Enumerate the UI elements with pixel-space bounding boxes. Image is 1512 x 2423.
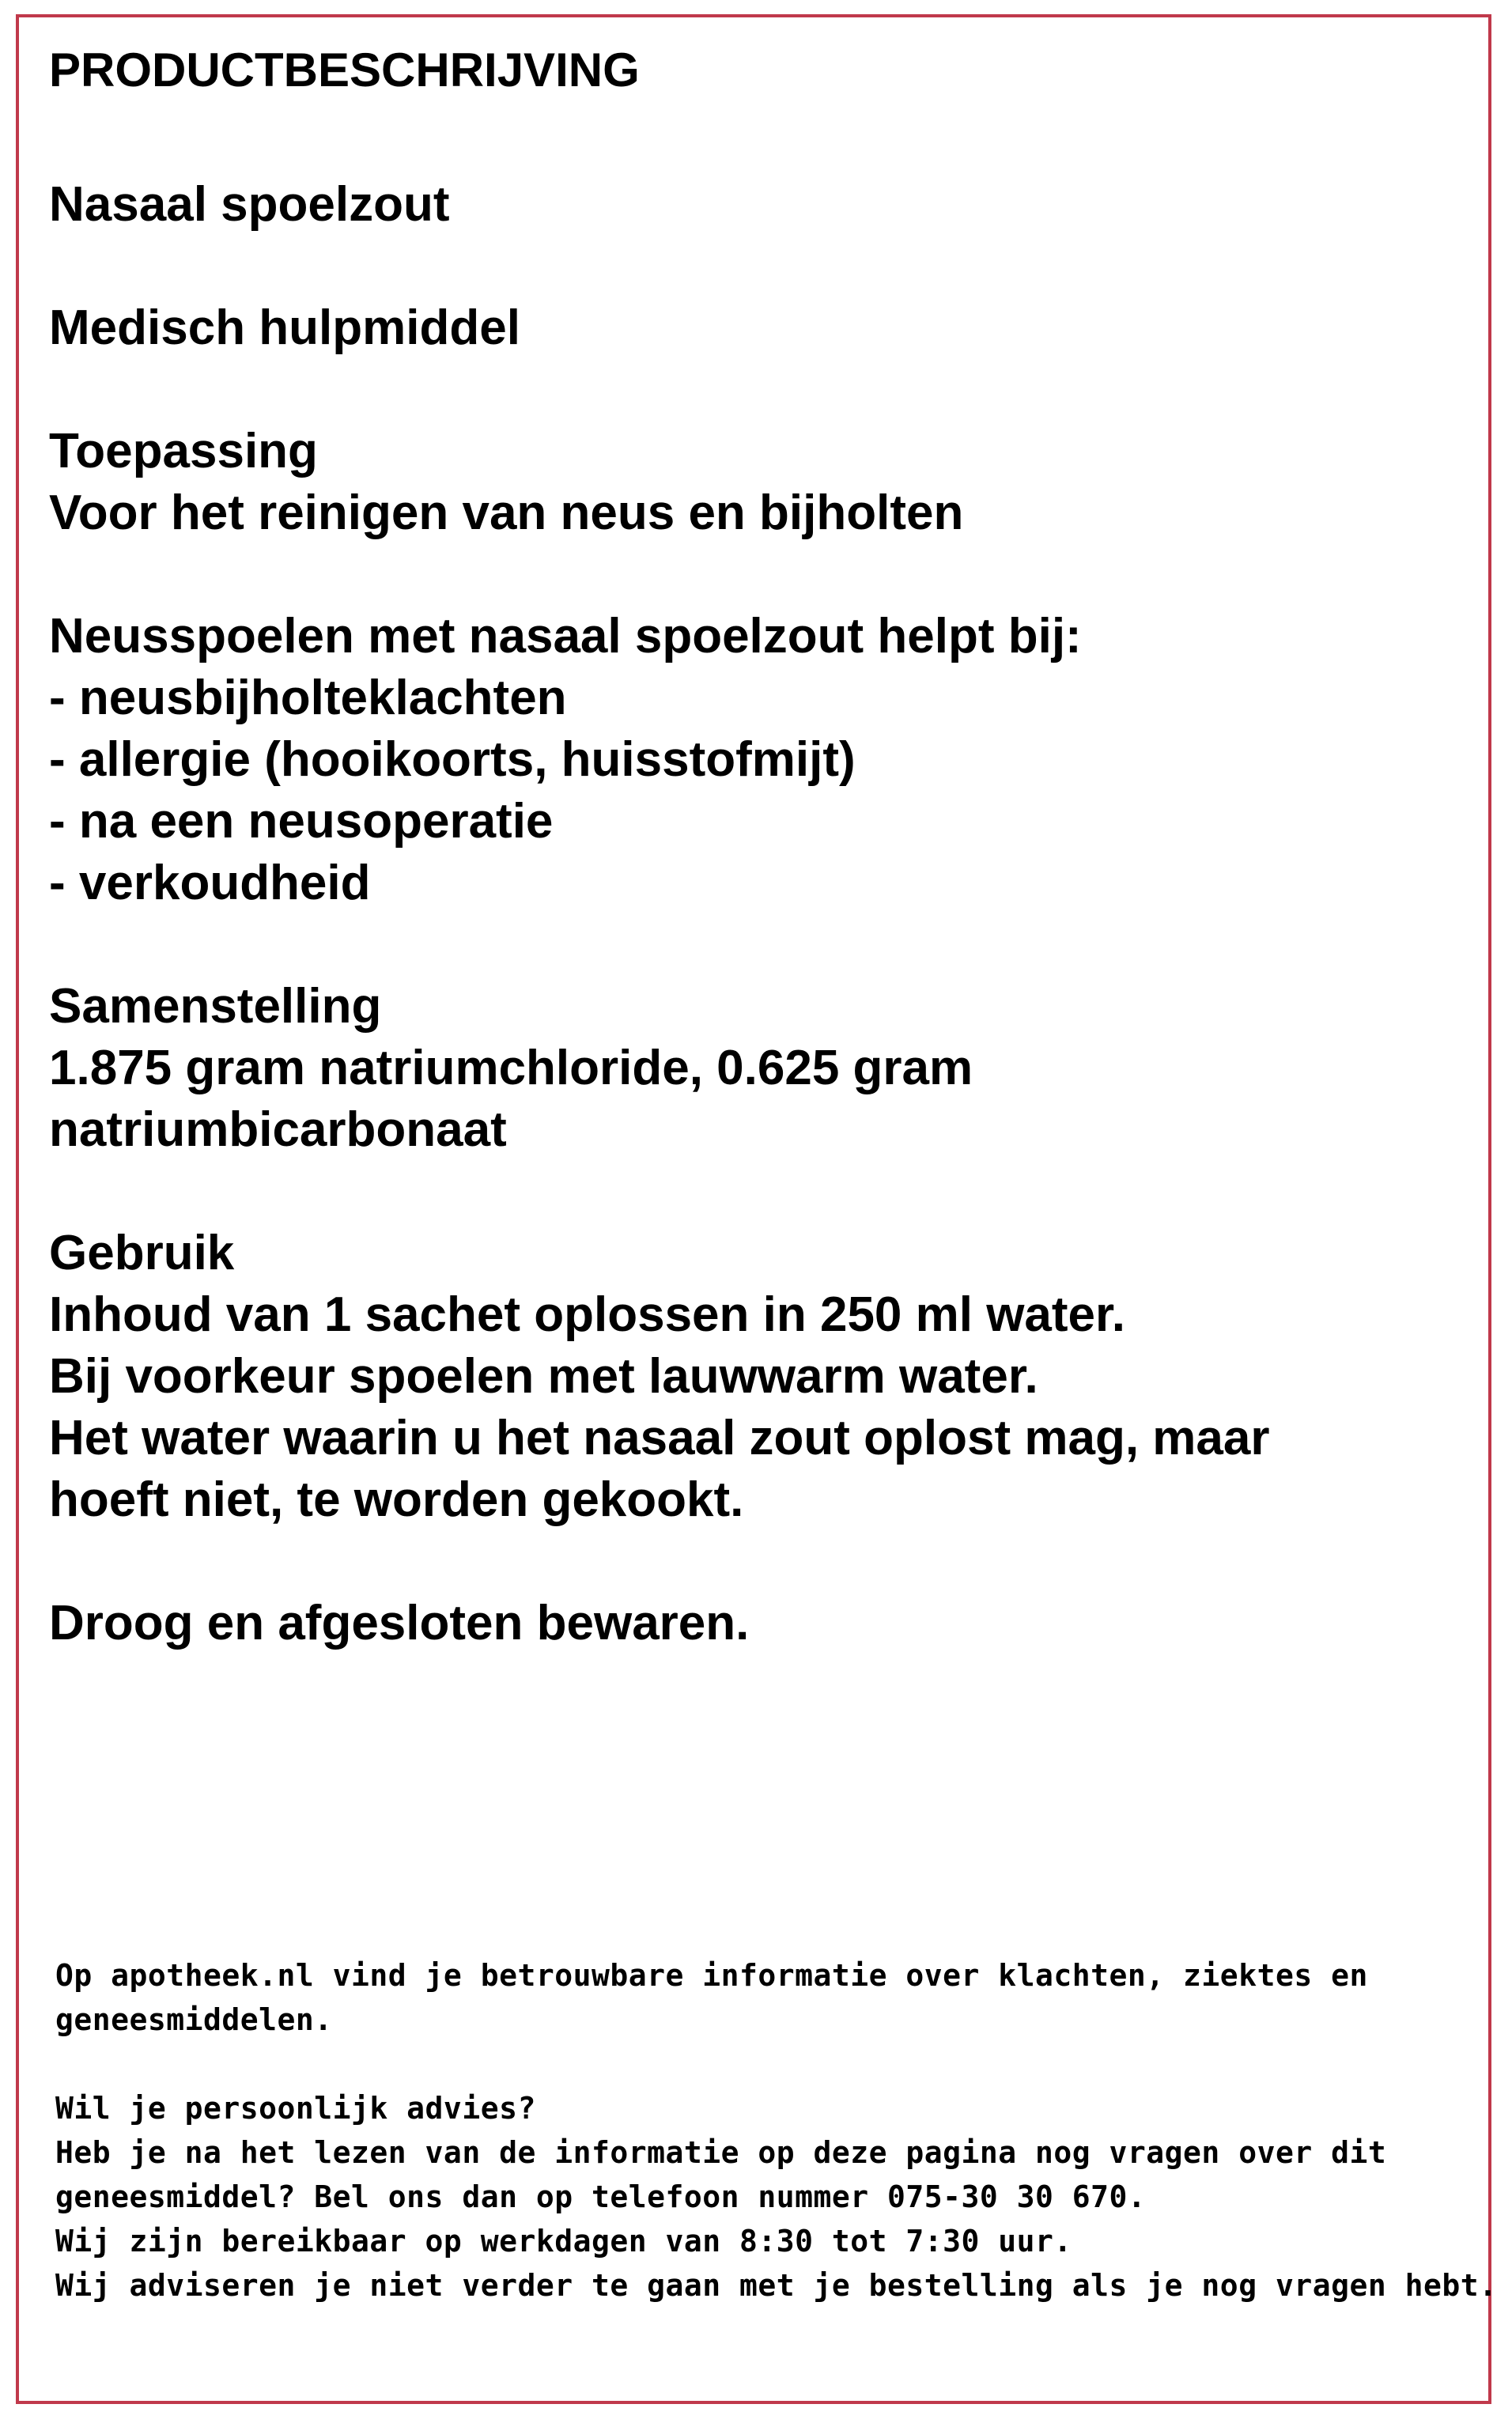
footer-info-line: geneesmiddelen.: [55, 2002, 333, 2037]
helps-item: - na een neusoperatie: [49, 794, 554, 849]
advice-line: geneesmiddel? Bel ons dan op telefoon nummer 075-30 30 670.: [55, 2179, 1147, 2214]
usage-line: hoeft niet, te worden gekookt.: [49, 1472, 744, 1527]
composition-heading: Samenstelling: [49, 979, 382, 1034]
advice-heading: Wil je persoonlijk advies?: [55, 2091, 536, 2126]
product-name: Nasaal spoelzout: [49, 177, 450, 232]
application-heading: Toepassing: [49, 424, 318, 478]
storage-text: Droog en afgesloten bewaren.: [49, 1596, 750, 1650]
helps-heading: Neusspoelen met nasaal spoelzout helpt bij:: [49, 609, 1082, 663]
usage-heading: Gebruik: [49, 1226, 235, 1280]
footer-info-line: Op apotheek.nl vind je betrouwbare informatie over klachten, ziektes en: [55, 1958, 1368, 1993]
composition-line: 1.875 gram natriumchloride, 0.625 gram: [49, 1041, 973, 1095]
advice-line: Heb je na het lezen van de informatie op deze pagina nog vragen over dit: [55, 2135, 1387, 2170]
advice-line: Wij zijn bereikbaar op werkdagen van 8:30 tot 7:30 uur.: [55, 2224, 1072, 2259]
application-text: Voor het reinigen van neus en bijholten: [49, 486, 964, 540]
product-description: [49, 40, 1472, 1654]
helps-item: - verkoudheid: [49, 856, 371, 910]
usage-line: Het water waarin u het nasaal zout oplost mag, maar: [49, 1411, 1270, 1465]
product-type: Medisch hulpmiddel: [49, 301, 520, 355]
composition-line: natriumbicarbonaat: [49, 1102, 507, 1157]
helps-item: - neusbijholteklachten: [49, 671, 567, 725]
page-title: PRODUCTBESCHRIJVING: [49, 43, 640, 96]
footer-info: [55, 1953, 1498, 2308]
warning-text: Wij adviseren je niet verder te gaan met je bestelling als je nog vragen hebt.: [55, 2268, 1498, 2303]
usage-line: Inhoud van 1 sachet oplossen in 250 ml water.: [49, 1287, 1125, 1342]
helps-item: - allergie (hooikoorts, huisstofmijt): [49, 732, 856, 787]
usage-line: Bij voorkeur spoelen met lauwwarm water.: [49, 1349, 1038, 1404]
